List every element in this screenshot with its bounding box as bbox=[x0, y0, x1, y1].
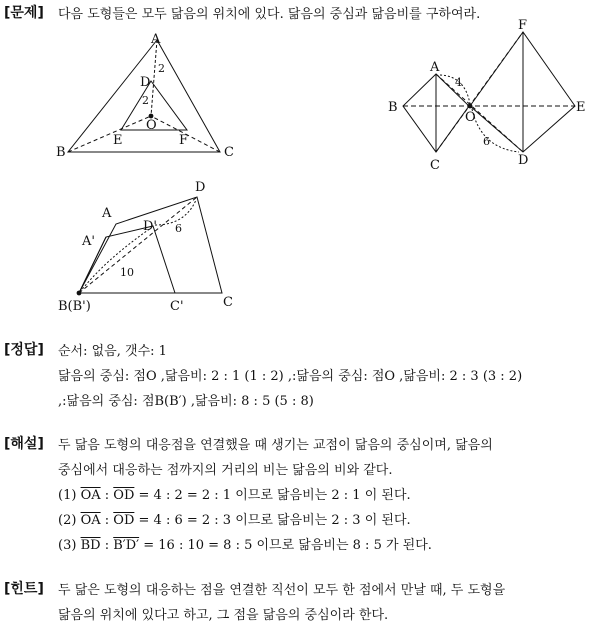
hint-tag: [힌트] bbox=[4, 581, 44, 597]
explanation-tag: [해설] bbox=[4, 436, 44, 452]
label-o: O bbox=[146, 118, 157, 133]
label-d: D bbox=[518, 153, 529, 168]
answer-tag: [정답] bbox=[4, 342, 44, 358]
label-f: F bbox=[179, 133, 189, 148]
hint-line-2: 닮음의 위치에 있다고 하고, 그 점을 닮음의 중심이라 한다. bbox=[58, 608, 389, 623]
hint-line-1: 두 닮은 도형의 대응하는 점을 연결한 직선이 모두 한 점에서 만날 때, 두 도형을 bbox=[58, 583, 506, 598]
label-c-prime: C' bbox=[170, 299, 184, 314]
problem-tag: [문제] bbox=[4, 5, 44, 21]
label-a: A bbox=[430, 60, 440, 75]
label-e: E bbox=[576, 100, 586, 115]
length-do: 2 bbox=[142, 94, 149, 107]
label-c: C bbox=[223, 295, 233, 310]
length-ad: 2 bbox=[158, 62, 165, 75]
label-c: C bbox=[224, 145, 234, 160]
answer-line-2: 닮음의 중심: 점O ,닮음비: 2 : 1 (1 : 2) ,:닮음의 중심: 점O ,닮음비: 2 : 3 (3 : 2) bbox=[58, 369, 523, 384]
length-oa: 4 bbox=[455, 76, 462, 89]
answer-line-1: 순서: 없음, 갯수: 1 bbox=[58, 344, 167, 359]
point-b bbox=[77, 291, 82, 296]
label-d-prime: D' bbox=[143, 219, 157, 234]
segment-bd bbox=[79, 197, 197, 293]
figure-3-quadrilaterals bbox=[50, 175, 250, 315]
length-d2d: 6 bbox=[175, 222, 182, 235]
label-d: D bbox=[195, 180, 206, 195]
figure-1-triangles bbox=[50, 28, 250, 163]
length-od: 6 bbox=[483, 135, 490, 148]
explanation-line-1: 두 닮음 도형의 대응점을 연결했을 때 생기는 교점이 닮음의 중심이며, 닮음의 bbox=[58, 438, 493, 453]
label-d: D bbox=[140, 75, 151, 90]
label-o: O bbox=[465, 110, 476, 125]
explanation-item-2: (2) $\overline{OA}$ : $\overline{OD} = 4$ : 6 = 2 : 3 이므로 닮음비는 2 : 3 이 된다. bbox=[58, 513, 411, 528]
explanation-item-1: (1) $\overline{OA}$ : $\overline{OD} = 4$ : 2 = 2 : 1 이므로 닮음비는 2 : 1 이 된다. bbox=[58, 488, 411, 503]
explanation-item-3: (3) $\overline{BD}$ : B′D′ = 16 : 10 = 8 : 5 이므로 닮음비는 8 : 5 가 된다. bbox=[58, 538, 432, 553]
label-e: E bbox=[113, 133, 123, 148]
label-a: A bbox=[151, 32, 161, 47]
label-a-prime: A' bbox=[82, 234, 95, 249]
label-b: B bbox=[388, 100, 398, 115]
segment-bo bbox=[68, 116, 151, 152]
large-quadrilateral bbox=[79, 197, 222, 293]
problem-text: 다음 도형들은 모두 닮음의 위치에 있다. 닮음의 중심과 닮음비를 구하여라. bbox=[58, 7, 481, 22]
figure-2-quadrilaterals bbox=[385, 12, 590, 177]
segment-ad bbox=[436, 74, 523, 152]
label-f: F bbox=[518, 18, 528, 33]
length-bd2: 10 bbox=[120, 266, 134, 279]
label-b: B bbox=[56, 145, 66, 160]
explanation-line-2: 중심에서 대응하는 점까지의 거리의 비는 닮음의 비와 같다. bbox=[58, 463, 393, 478]
label-a: A bbox=[102, 206, 112, 221]
point-o bbox=[468, 104, 473, 109]
answer-line-3: ,:닮음의 중심: 점B(B′) ,닮음비: 8 : 5 (5 : 8) bbox=[58, 394, 314, 409]
label-b-b-prime: B(B') bbox=[58, 299, 91, 314]
arc-od bbox=[472, 109, 519, 152]
label-c: C bbox=[430, 158, 440, 173]
segment-ao bbox=[151, 40, 157, 116]
